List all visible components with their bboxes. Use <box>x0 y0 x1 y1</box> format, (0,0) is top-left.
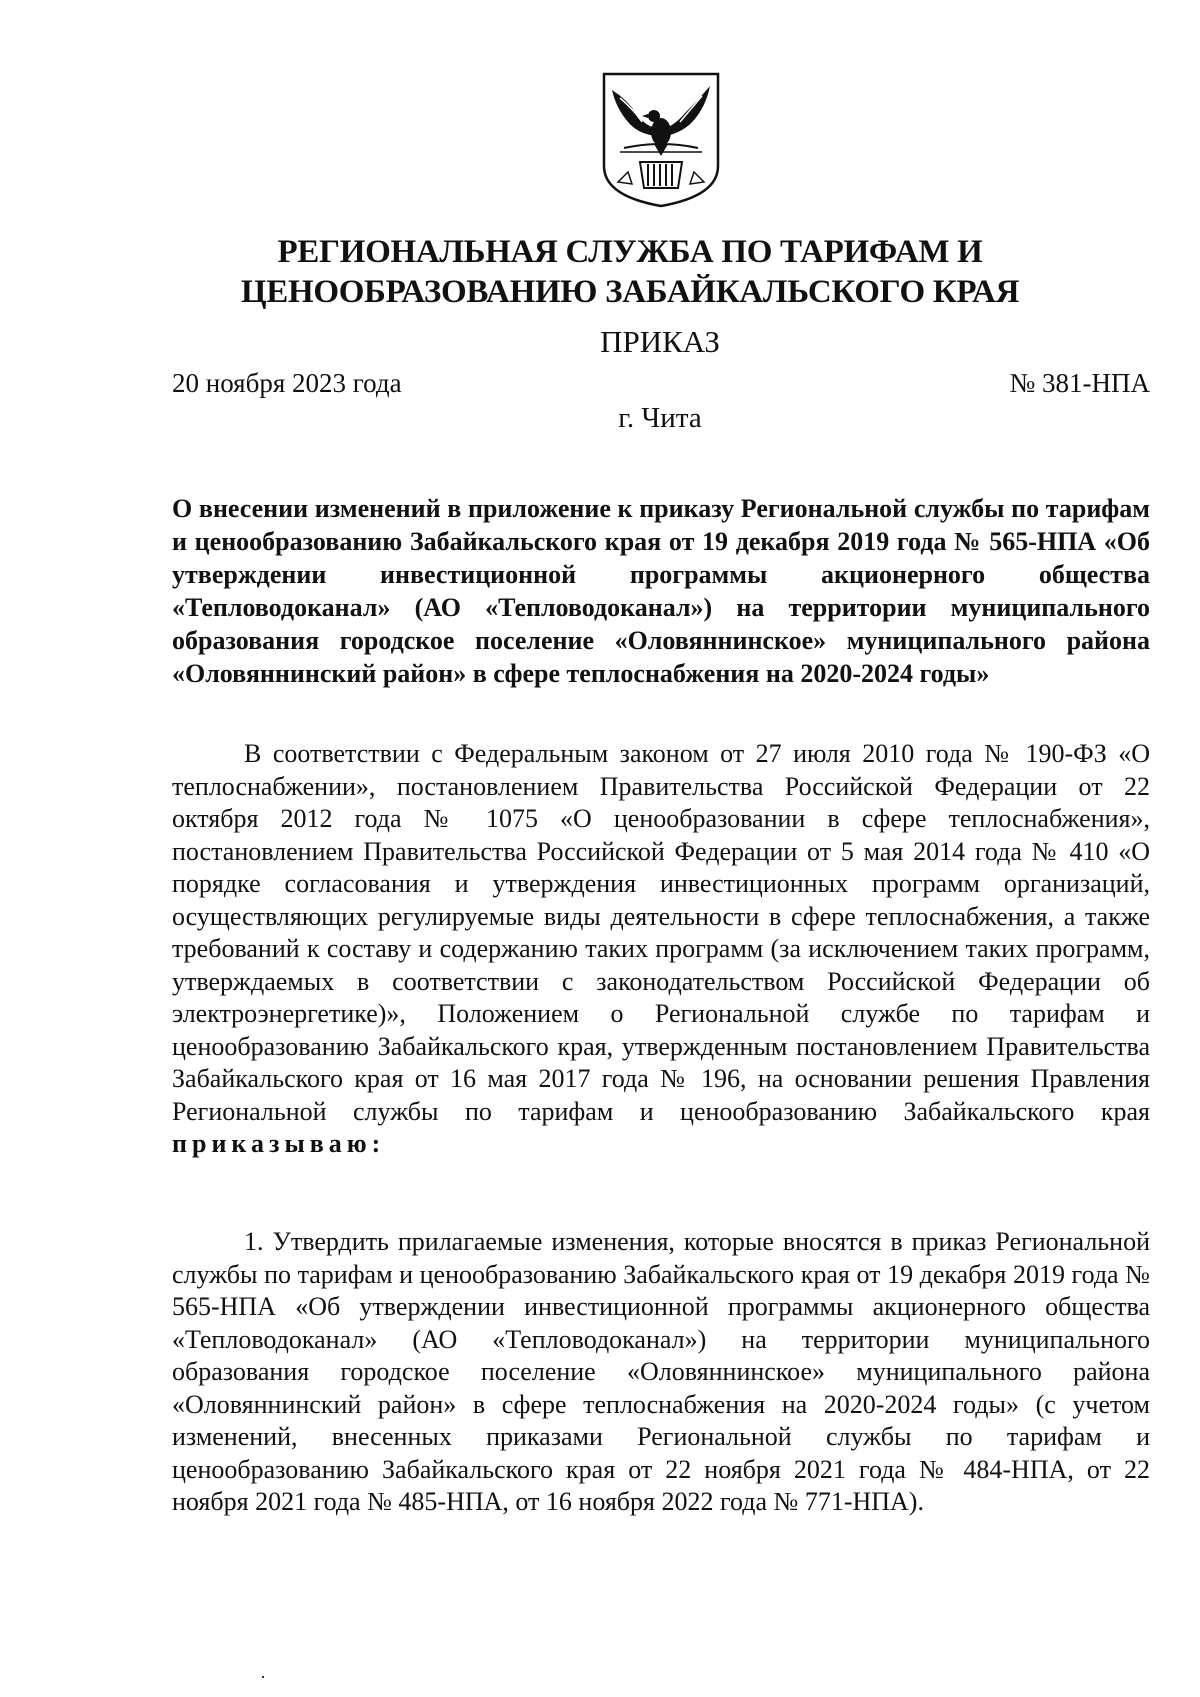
coat-of-arms-icon <box>598 70 724 210</box>
scan-speck <box>262 1676 264 1678</box>
order-date: 20 ноября 2023 года <box>172 368 402 398</box>
order-title: О внесении изменений в приложение к приказу Региональной службы по тарифам и ценообразованию Забайкальского края от 19 декабря 2019 года № 565-НПА «Об утверждении инвестиционной программы акционерного общества «Тепловодоканал» (АО «Тепловодоканал») на территории муниципального образования городское поселение «Оловяннинское» муниципального района «Оловяннинский район» в сфере теплоснабжения на 2020-2024 годы» <box>172 494 1150 688</box>
order-number: № 381-НПА <box>1009 368 1150 398</box>
directive-word: приказываю: <box>172 1129 386 1158</box>
preamble-paragraph <box>172 738 1150 1161</box>
item-1-paragraph: 1. Утвердить прилагаемые изменения, которые вносятся в приказ Региональной службы по тарифам и ценообразованию Забайкальского края от 19 декабря 2019 года № 565-НПА «Об утверждении инвестиционной программы акционерного общества «Тепловодоканал» (АО «Тепловодоканал») на территории муниципального образования городское поселение «Оловяннинское» муниципального района «Оловяннинский район» в сфере теплоснабжения на 2020-2024 годы» (с учетом изменений, внесенных приказами Региональной службы по тарифам и ценообразованию Забайкальского края от 22 ноября 2021 года № 484-НПА, от 22 ноября 2021 года № 485-НПА, от 16 ноября 2022 года № 771-НПА). <box>172 1227 1150 1516</box>
organization-name-line-1: РЕГИОНАЛЬНАЯ СЛУЖБА ПО ТАРИФАМ И <box>277 234 983 270</box>
organization-name-line-2: ЦЕНООБРАЗОВАНИЮ ЗАБАЙКАЛЬСКОГО КРАЯ <box>240 274 1020 310</box>
order-city: г. Чита <box>618 402 702 434</box>
document-type-label: ПРИКАЗ <box>600 324 720 359</box>
preamble-text: В соответствии с Федеральным законом от 27 июля 2010 года № 190-ФЗ «О теплоснабжении», постановлением Правительства Российской Федерации от 22 октября 2012 года № 1075 «О ценообразовании в сфере теплоснабжения», постановлением Правительства Российской Федерации от 5 мая 2014 года № 410 «О порядке согласования и утверждения инвестиционных программ организаций, осуществляющих регулируемые виды деятельности в сфере теплоснабжения, а также требований к составу и содержанию таких программ (за исключением таких программ, утверждаемых в соответствии с законодательством Российской Федерации об электроэнергетике)», Положением о Региональной службе по тарифам и ценообразованию Забайкальского края, утвержденным постановлением Правительства Забайкальского края от 16 мая 2017 года № 196, на основании решения Правления Региональной службы по тарифам и ценообразованию Забайкальского края <box>172 739 1150 1126</box>
